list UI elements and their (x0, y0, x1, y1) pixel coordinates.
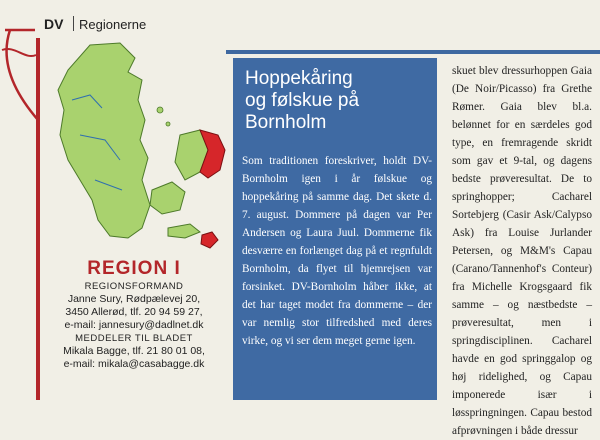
reporter-email: e-mail: mikala@casabagge.dk (63, 358, 205, 370)
reporter-name-phone: Mikala Bagge, tlf. 21 80 01 08, (63, 345, 205, 357)
header-separator (73, 16, 74, 31)
article-headline (245, 68, 435, 134)
chair-city-phone: 3450 Allerød, tlf. 20 94 59 27, (65, 306, 203, 318)
article-body-col2: skuet blev dressurhoppen Gaia (De Noir/Picasso) fra Grethe Rømer. Gaia blev bl.a. belønnet for en særdeles god type, en fremragende skridt som gav et 9-tal, og dagens bedste prøveresultat. De to springhopper; Cacharel Sortebjerg (Casir Ask/Calypso Ask) fra Louise Jurlander Petersen, og M&M's Capau (Carano/Tannenhof's Conteur) fra Michelle Krogsgaard fik samme – og næstbedste – prøveresultat, men i springdisciplinen. Cacharel havde en god springgalop og høj ridelighed, og Capau imponerede især i løsspringningen. Capau bestod afprøvningen i både dressur (452, 65, 592, 437)
headline-line: Hoppekåring (245, 68, 353, 89)
article-column-1 (233, 58, 437, 400)
denmark-region-map (50, 40, 230, 255)
chair-email: e-mail: jannesury@dadlnet.dk (64, 319, 204, 331)
region-title: REGION I (87, 258, 181, 279)
section-label: Regionerne (79, 17, 147, 32)
chair-name-address: Janne Sury, Rødpælevej 20, (67, 293, 201, 305)
headline-line: og følskue på (245, 90, 360, 111)
chair-heading: REGIONSFORMAND (84, 281, 184, 292)
left-accent-bar (36, 38, 40, 400)
page-header (0, 0, 600, 40)
reporter-heading: MEDDELER TIL BLADET (75, 333, 193, 344)
headline-line: Bornholm (245, 112, 327, 133)
top-blue-rule (226, 50, 600, 54)
region-info-box (54, 258, 214, 371)
article-body-col1: Som traditionen foreskriver, holdt DV-Bornholm igen i år følskue og hoppekåring på samme dag. Det skete d. 7. august. Dommere på dagen var Per Andersen og Laura Juul. Dommerne fik desværre en forlænget dag på et regnfuldt Bornholm, da flyet til hjemrejsen var forsinket. DV-Bornholm håber ikke, at det har taget modet fra dommerne – der var nemlig stor tilfredshed med deres virke, og vi ser dem meget gerne igen. (242, 155, 432, 347)
brand-label: DV (44, 16, 64, 32)
